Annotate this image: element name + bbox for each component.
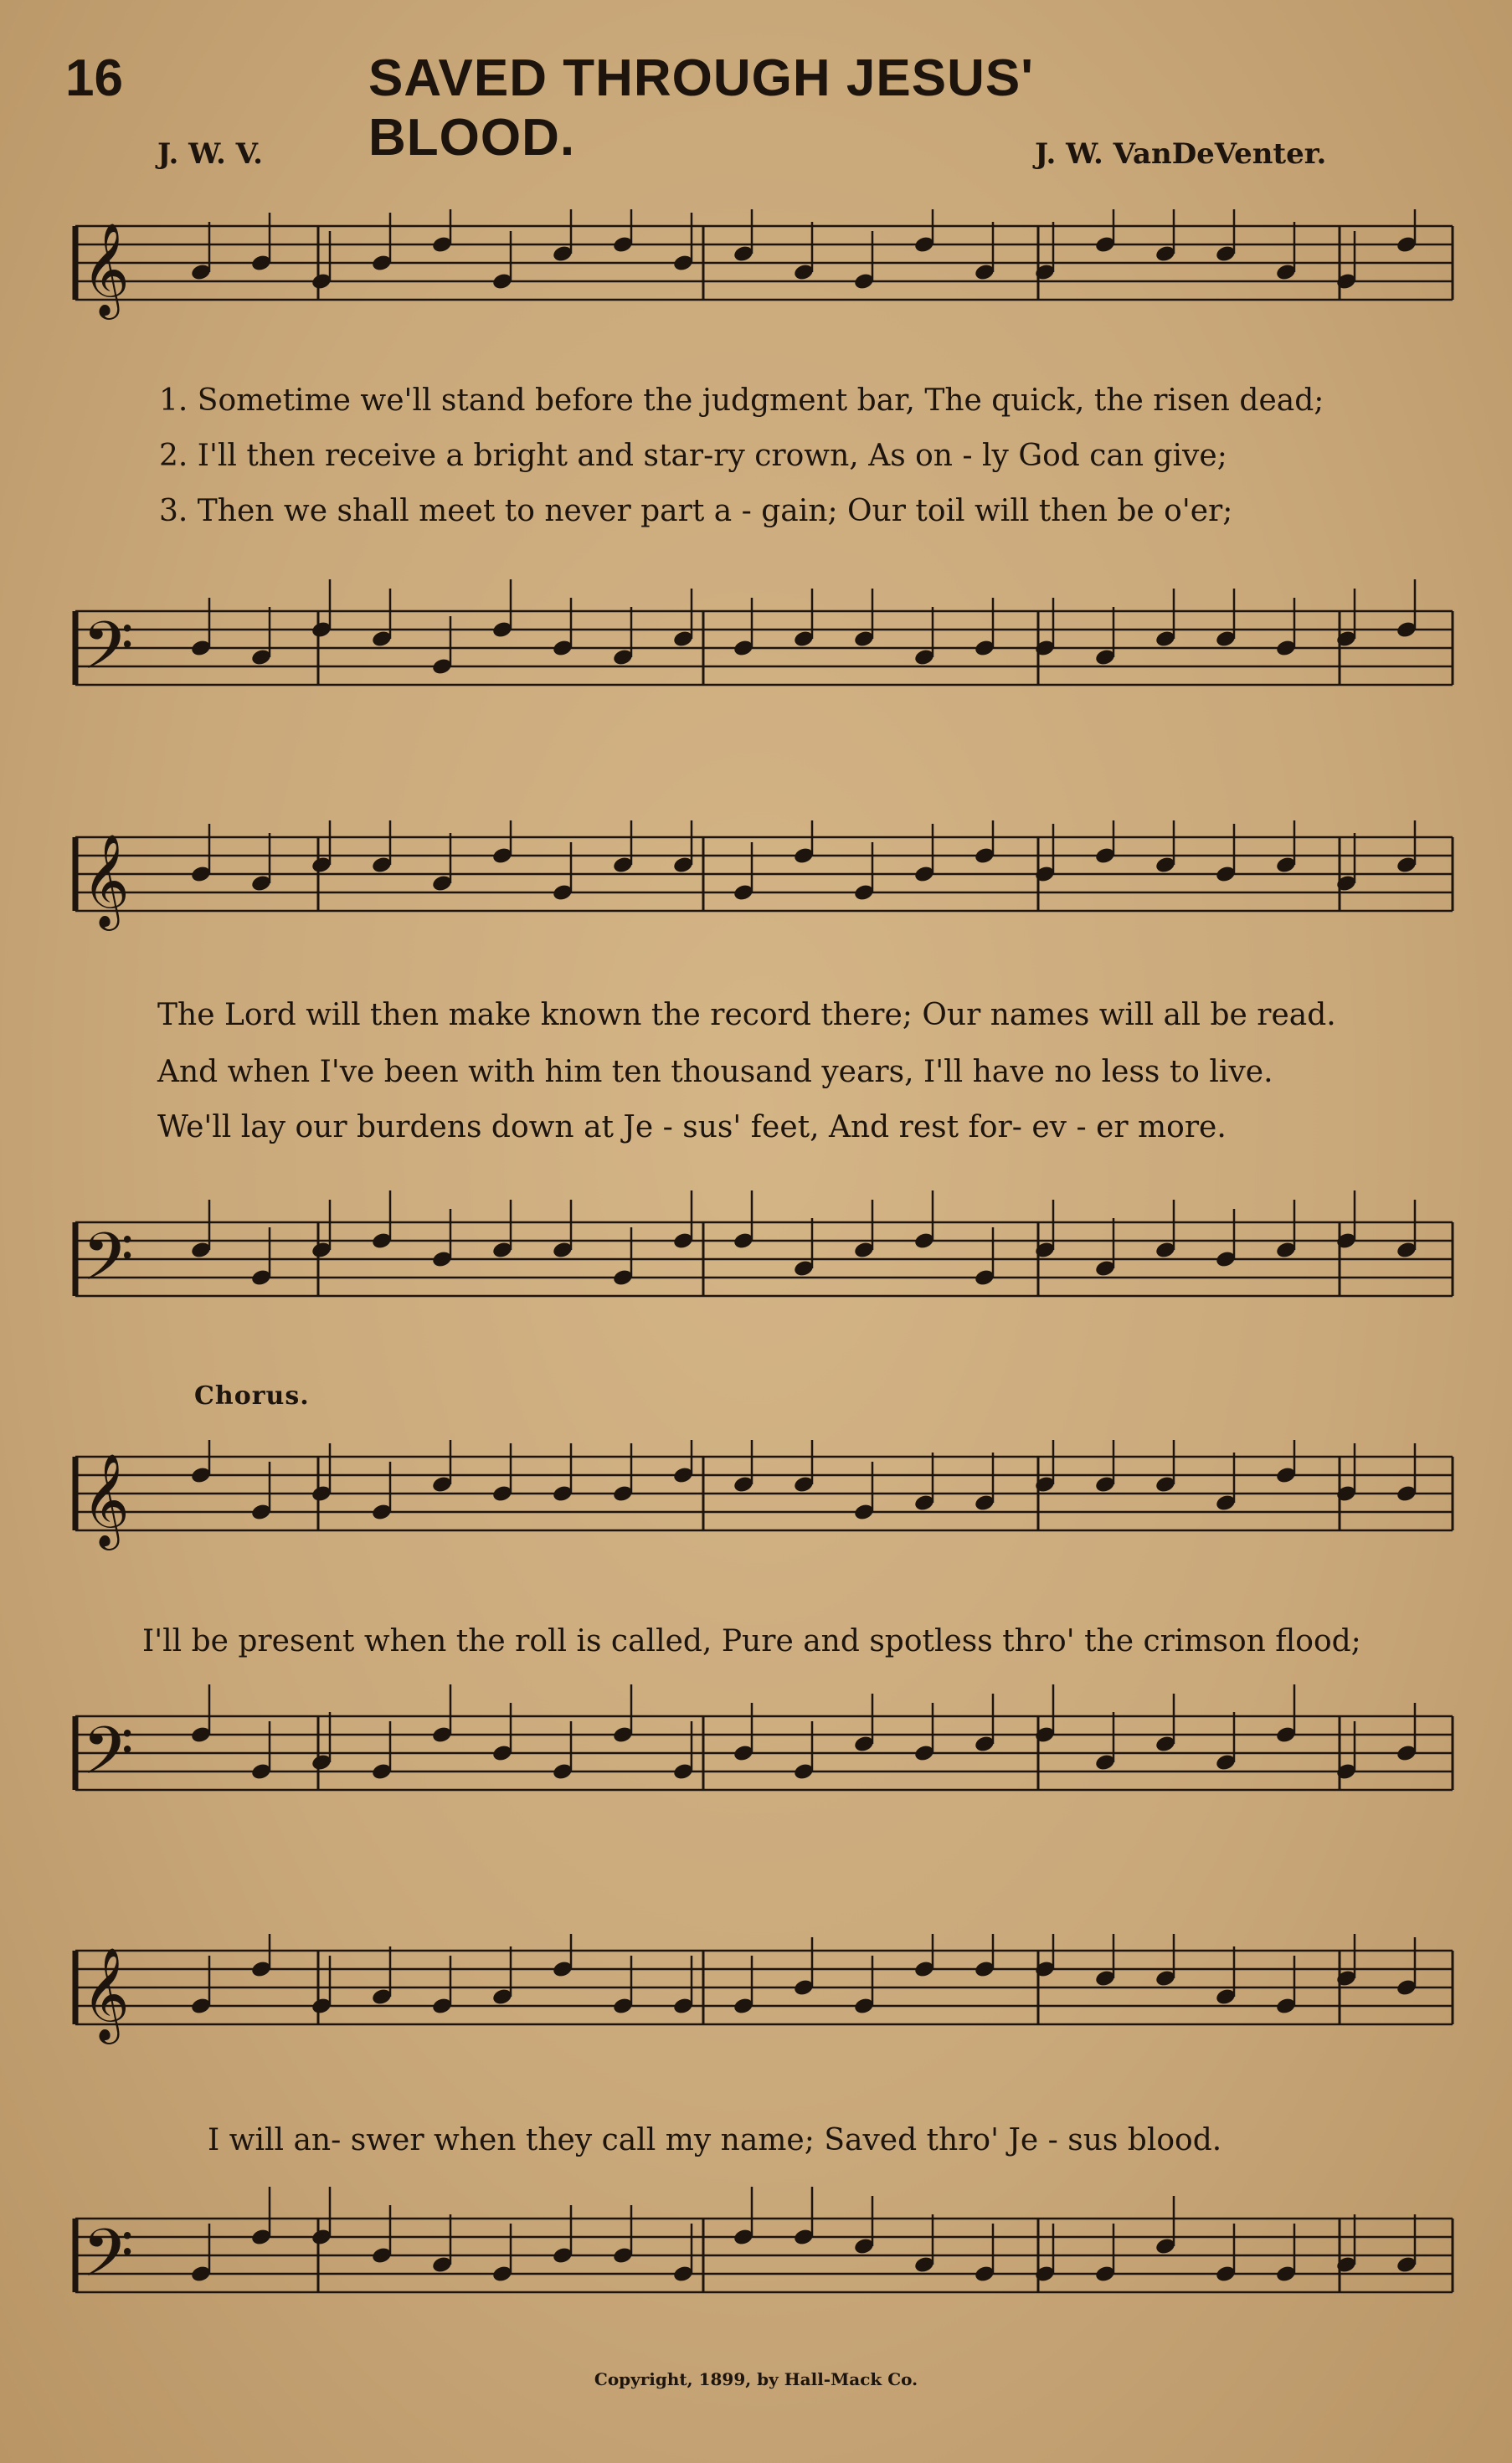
bass-staff-3 bbox=[0, 1683, 1512, 1850]
treble-clef-icon: 𝄞 bbox=[82, 1453, 130, 1546]
verse-3-line-1: 3. Then we shall meet to never part a - gain; Our toil will then be o'er; bbox=[159, 494, 1233, 528]
treble-clef-icon: 𝄞 bbox=[82, 833, 130, 927]
bass-staff-2 bbox=[0, 1172, 1512, 1339]
verse-2-line-2: And when I've been with him ten thousand years, I'll have no less to live. bbox=[157, 1055, 1273, 1089]
verse-1-line-1: 1. Sometime we'll stand before the judgment bar, The quick, the risen dead; bbox=[159, 383, 1324, 418]
copyright-notice: Copyright, 1899, by Hall-Mack Co. bbox=[594, 2369, 918, 2389]
music-credit: J. W. VanDeVenter. bbox=[1035, 137, 1327, 171]
treble-clef-icon: 𝄞 bbox=[82, 1946, 130, 2040]
treble-staff-4 bbox=[0, 1934, 1512, 2076]
chorus-label: Chorus. bbox=[194, 1381, 310, 1411]
treble-clef-icon: 𝄞 bbox=[82, 222, 130, 316]
bass-clef-icon: 𝄢 bbox=[82, 1218, 134, 1312]
hymn-title: SAVED THROUGH JESUS' BLOOD. bbox=[368, 49, 1034, 167]
treble-staff-3 bbox=[0, 1440, 1512, 1582]
bass-staff-1 bbox=[0, 561, 1512, 728]
verse-1-line-2: The Lord will then make known the record there; Our names will all be read. bbox=[157, 998, 1336, 1032]
bass-clef-icon: 𝄢 bbox=[82, 2214, 134, 2308]
chorus-line-2: I will an- swer when they call my name; Saved thro' Je - sus blood. bbox=[208, 2123, 1222, 2157]
bass-staff-4 bbox=[0, 2177, 1512, 2344]
treble-staff-2 bbox=[0, 820, 1512, 963]
bass-clef-icon: 𝄢 bbox=[82, 1712, 134, 1806]
verse-2-line-1: 2. I'll then receive a bright and star-ry crown, As on - ly God can give; bbox=[159, 439, 1227, 473]
verse-3-line-2: We'll lay our burdens down at Je - sus' feet, And rest for- ev - er more. bbox=[157, 1110, 1227, 1144]
words-credit: J. W. V. bbox=[157, 137, 263, 171]
page-number: 16 bbox=[65, 49, 123, 107]
treble-staff-1 bbox=[0, 209, 1512, 352]
bass-clef-icon: 𝄢 bbox=[82, 607, 134, 701]
chorus-line-1: I'll be present when the roll is called, Pure and spotless thro' the crimson flood; bbox=[142, 1624, 1361, 1658]
